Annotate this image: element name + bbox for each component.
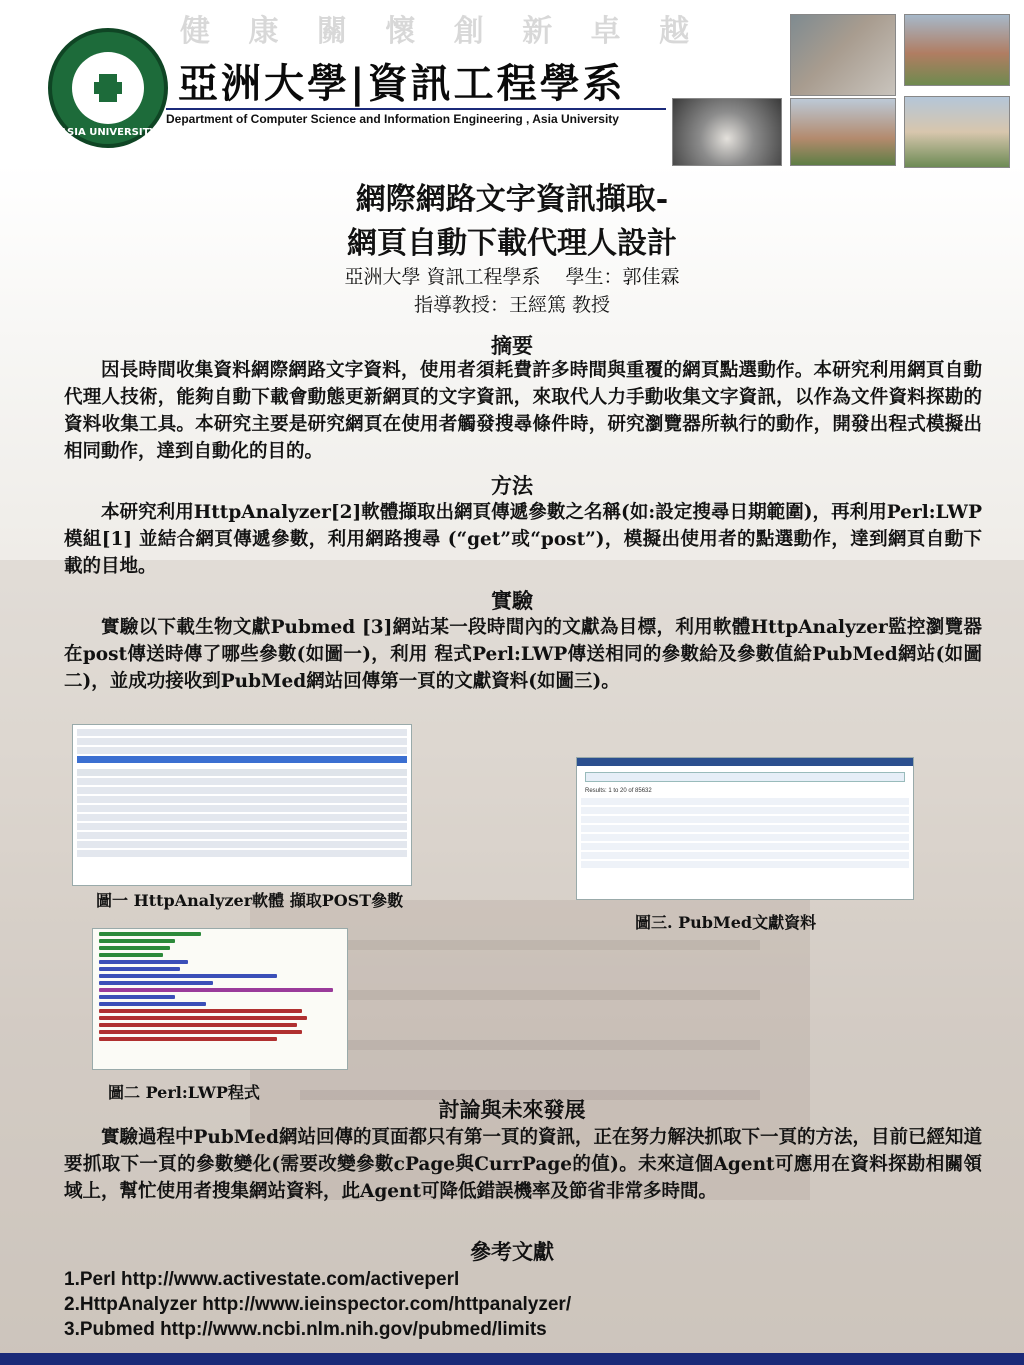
code-line (99, 946, 170, 950)
campus-photo (904, 96, 1010, 168)
fig1-row (77, 841, 407, 848)
fig1-table (73, 729, 411, 857)
code-line (99, 974, 277, 978)
references-heading: 參考文獻 (470, 1239, 554, 1264)
fig1-row (77, 814, 407, 821)
slogan: 健 康 關 懷 創 新 卓 越 (180, 14, 704, 49)
bottom-bar (0, 1353, 1024, 1365)
poster-title-line1: 網際網路文字資訊擷取- (355, 182, 669, 217)
fig1-row (77, 796, 407, 803)
university-title: 亞洲大學|資訊工程學系 (178, 61, 626, 107)
pubmed-topbar (577, 758, 913, 766)
fig3-result-row (581, 798, 909, 805)
reference-item: 1.Perl http://www.activestate.com/activeperl (64, 1269, 460, 1290)
fig1-row (77, 823, 407, 830)
method-text: 本研究利用HttpAnalyzer[2]軟體擷取出網頁傳遞參數之名稱(如:設定搜尋日期範圍)，再利用Perl:LWP模組[1] 並結合網頁傳遞參數，利用網路搜尋 (“get”或“post”)，模擬出使用者的點選動作，達到網頁自動下載的目地。 (64, 502, 982, 577)
fig1-row (77, 850, 407, 857)
code-line (99, 960, 188, 964)
background-window (300, 1040, 760, 1050)
figure1-caption: 圖一 HttpAnalyzer軟體 擷取POST參數 (96, 891, 404, 910)
background-window (300, 940, 760, 950)
code-line (99, 1030, 302, 1034)
discussion-text: 實驗過程中PubMed網站回傳的頁面都只有第一頁的資訊，正在努力解決抓取下一頁的方法，目前已經知道要抓取下一頁的參數變化(需要改變參數cPage與CurrPage的值)。未來這個Agent可應用在資料探勘相關領域上，幫忙使用者搜集網站資料，此Agent可降低錯誤機率及節省非常多時間。 (64, 1127, 982, 1202)
pubmed-results-count: Results: 1 to 20 of 85632 (585, 788, 652, 794)
university-logo (48, 28, 168, 148)
campus-photo (904, 14, 1010, 86)
figure-pubmed (576, 757, 914, 900)
campus-photo (672, 98, 782, 166)
fig1-row (77, 778, 407, 785)
code-line (99, 967, 180, 971)
pubmed-search-bar (585, 772, 905, 782)
header-divider (166, 108, 666, 110)
fig1-row (77, 805, 407, 812)
code-line (99, 988, 333, 992)
author-affiliation: 亞洲大學 資訊工程學系 學生：郭佳霖 (344, 266, 680, 288)
logo-cross-icon (94, 82, 122, 94)
figure-perl-code (92, 928, 348, 1070)
fig1-row (77, 832, 407, 839)
code-line (99, 953, 163, 957)
fig1-row (77, 769, 407, 776)
fig3-result-row (581, 852, 909, 859)
code-line (99, 939, 175, 943)
fig3-result-row (581, 816, 909, 823)
fig1-row (77, 729, 407, 736)
experiment-text: 實驗以下載生物文獻Pubmed [3]網站某一段時間內的文獻為目標，利用軟體HttpAnalyzer監控瀏覽器在post傳送時傳了哪些參數(如圖一)，利用 程式Perl:LWP傳送相同的參數給及參數值給PubMed網站(如圖二)，並成功接收到PubMed網站回傳第一頁的文獻資料(如圖三)。 (64, 617, 982, 692)
code-line (99, 1023, 297, 1027)
logo-seal (72, 52, 144, 124)
fig3-result-row (581, 834, 909, 841)
reference-list (64, 1267, 571, 1342)
code-line (99, 1016, 307, 1020)
fig1-row (77, 747, 407, 754)
abstract-text: 因長時間收集資料網際網路文字資料，使用者須耗費許多時間與重覆的網頁點選動作。本研究利用網頁自動代理人技術，能夠自動下載會動態更新網頁的文字資訊，來取代人力手動收集文字資訊，以作為文件資料探勘的資料收集工具。本研究主要是研究網頁在使用者觸發搜尋條件時，研究瀏覽器所執行的動作，開發出程式模擬出相同動作，達到自動化的目的。 (64, 360, 982, 462)
code-line (99, 995, 175, 999)
figure2-caption: 圖二 Perl:LWP程式 (108, 1083, 260, 1102)
background-window (300, 990, 760, 1000)
reference-item: 2.HttpAnalyzer http://www.ieinspector.com/httpanalyzer/ (64, 1294, 572, 1315)
advisor: 指導教授：王經篤 教授 (413, 294, 611, 316)
fig3-result-row (581, 825, 909, 832)
code-line (99, 1002, 206, 1006)
figure3-caption: 圖三. PubMed文獻資料 (635, 913, 817, 932)
figure-httpanalyzer (72, 724, 412, 886)
reference-item: 3.Pubmed http://www.ncbi.nlm.nih.gov/pubmed/limits (64, 1319, 547, 1340)
fig1-row (77, 756, 407, 763)
fig3-result-row (581, 861, 909, 868)
fig1-row (77, 738, 407, 745)
logo-text: ASIA UNIVERSITY (59, 127, 157, 138)
fig3-result-row (581, 843, 909, 850)
fig3-result-row (581, 807, 909, 814)
fig1-row (77, 787, 407, 794)
discussion-heading: 討論與未來發展 (438, 1097, 586, 1122)
experiment-heading: 實驗 (491, 588, 533, 613)
campus-photo (790, 98, 896, 166)
poster-title-line2: 網頁自動下載代理人設計 (347, 226, 677, 261)
code-line (99, 1037, 277, 1041)
code-line (99, 1009, 302, 1013)
department-english: Department of Computer Science and Information Engineering , Asia University (166, 112, 619, 126)
method-heading: 方法 (491, 473, 533, 498)
campus-photo (790, 14, 896, 96)
code-line (99, 932, 201, 936)
abstract-heading: 摘要 (491, 333, 533, 358)
code-line (99, 981, 213, 985)
